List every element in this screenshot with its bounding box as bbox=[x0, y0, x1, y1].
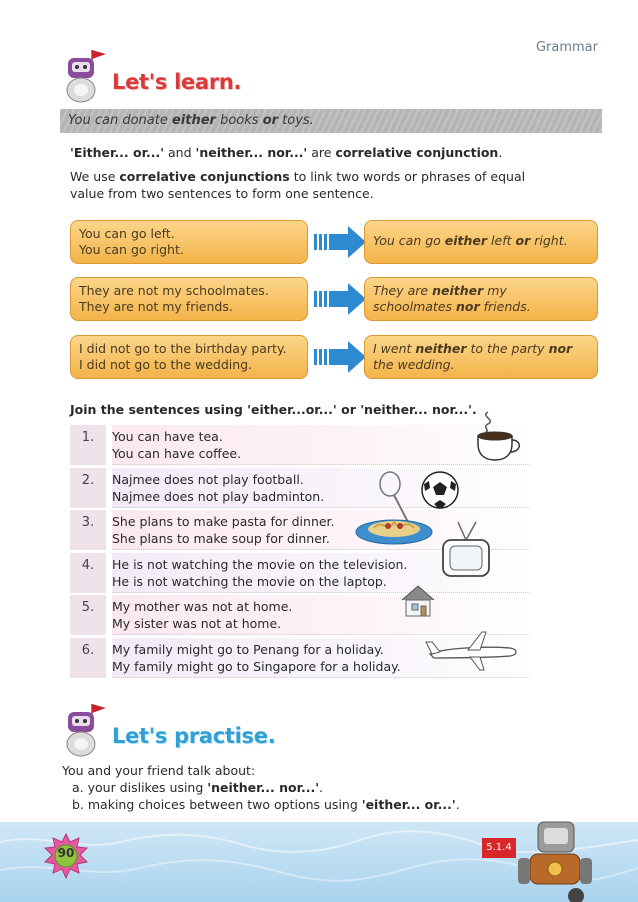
arrow-right-icon bbox=[312, 339, 368, 375]
practise-text: You and your friend talk about: a. your dislikes using 'neither... nor...'. b. making choices between two options using 'either... or...'. bbox=[62, 763, 460, 812]
example-row bbox=[70, 277, 600, 321]
lets-learn-heading bbox=[62, 46, 241, 104]
airplane-icon bbox=[424, 630, 520, 672]
item-number: 4. bbox=[70, 553, 106, 593]
arrow-right-icon bbox=[312, 224, 368, 260]
example-banner: You can donate either books or toys. bbox=[60, 109, 602, 133]
item-number: 1. bbox=[70, 425, 106, 465]
item-number: 3. bbox=[70, 510, 106, 550]
item-sentences: Najmee does not play football. Najmee does not play badminton. bbox=[112, 468, 530, 508]
example-combined: You can go either left or right. bbox=[364, 220, 598, 264]
item-sentences: He is not watching the movie on the television. He is not watching the movie on the laptop. bbox=[112, 553, 530, 593]
section-label: Grammar bbox=[535, 40, 598, 55]
lets-practise-heading bbox=[62, 700, 275, 758]
example-sentences: I did not go to the birthday party. I did not go to the wedding. bbox=[70, 335, 308, 379]
item-sentences: You can have tea. You can have coffee. bbox=[112, 425, 530, 465]
example-row bbox=[70, 335, 600, 379]
arrow-right-icon bbox=[312, 281, 368, 317]
exercise-instruction: Join the sentences using 'either...or...' or 'neither... nor...'. bbox=[70, 402, 477, 417]
item-number: 6. bbox=[70, 638, 106, 678]
house-icon bbox=[398, 582, 438, 620]
item-sentences: My mother was not at home. My sister was not at home. bbox=[112, 595, 530, 635]
lets-learn-title: Let's learn. bbox=[112, 70, 242, 94]
practise-item-b: b. making choices between two options using 'either... or...'. bbox=[72, 797, 460, 812]
list-item bbox=[70, 425, 530, 468]
page-number: 90 bbox=[57, 846, 75, 860]
example-combined: They are neither my schoolmates nor friends. bbox=[364, 277, 598, 321]
standard-code-badge: 5.1.4 bbox=[482, 838, 516, 858]
intro-line-2: We use correlative conjunctions to link two words or phrases of equal bbox=[70, 169, 526, 184]
example-row bbox=[70, 220, 600, 264]
item-number: 2. bbox=[70, 468, 106, 508]
television-icon bbox=[440, 520, 492, 582]
example-combined: I went neither to the party nor the wedding. bbox=[364, 335, 598, 379]
item-sentences: My family might go to Penang for a holiday. My family might go to Singapore for a holiday. bbox=[112, 638, 530, 678]
item-number: 5. bbox=[70, 595, 106, 635]
robot-mascot-icon bbox=[62, 46, 108, 104]
lets-practise-title: Let's practise. bbox=[112, 724, 276, 748]
coffee-cup-icon bbox=[470, 408, 526, 464]
example-sentences: They are not my schoolmates. They are not my friends. bbox=[70, 277, 308, 321]
practise-item-a: a. your dislikes using 'neither... nor...'. bbox=[72, 780, 324, 795]
example-sentences: You can go left. You can go right. bbox=[70, 220, 308, 264]
intro-line-1: 'Either... or...' and 'neither... nor...' are correlative conjunction. bbox=[70, 145, 503, 160]
pasta-plate-icon bbox=[354, 504, 434, 546]
intro-line-3: value from two sentences to form one sentence. bbox=[70, 186, 374, 201]
robot-character-icon bbox=[508, 816, 596, 902]
robot-mascot-icon bbox=[62, 700, 108, 758]
item-sentences: She plans to make pasta for dinner. She plans to make soup for dinner. bbox=[112, 510, 530, 550]
list-item bbox=[70, 468, 530, 511]
